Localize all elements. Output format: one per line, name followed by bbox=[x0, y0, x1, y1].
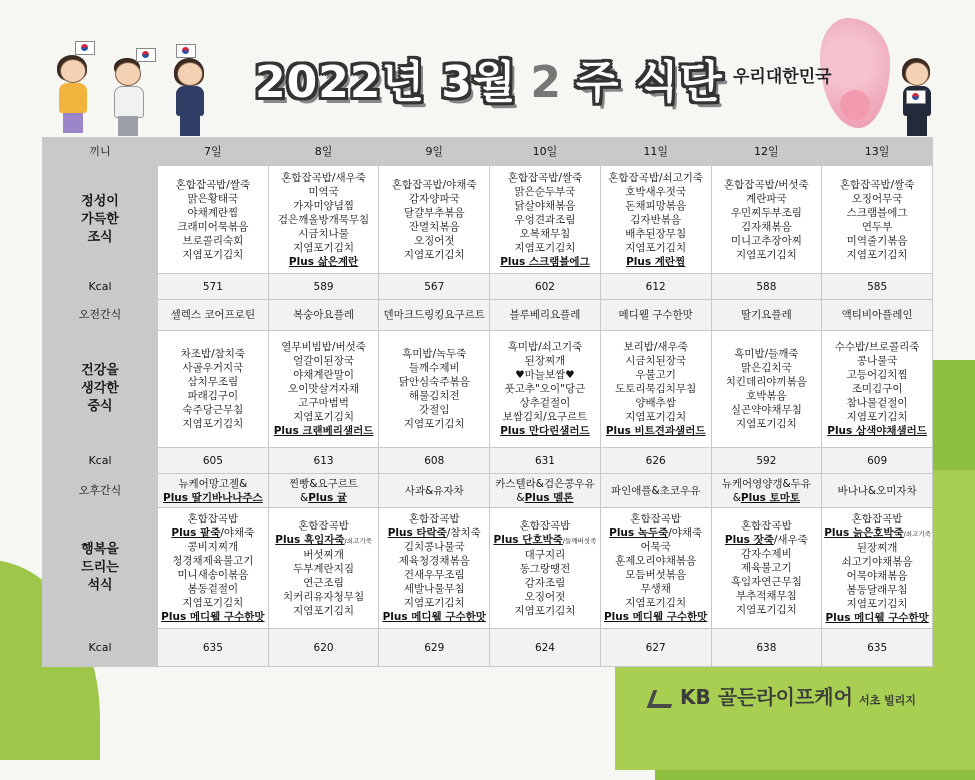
menu-item-part: /새우죽 bbox=[773, 534, 808, 546]
menu-item: 된장찌개 bbox=[524, 355, 566, 367]
snack-item bbox=[158, 474, 269, 508]
menu-item: 오복채무침 bbox=[519, 227, 571, 240]
kcal-value: 608 bbox=[379, 448, 490, 474]
menu-item-part: & bbox=[300, 491, 309, 504]
row-label-line: 행복을 bbox=[81, 542, 119, 557]
child-illustration bbox=[110, 58, 150, 138]
row-label bbox=[43, 508, 158, 629]
menu-item: 혼합잡곡밥/쇠고기죽 bbox=[608, 171, 704, 184]
kb-logo-icon bbox=[647, 690, 678, 708]
menu-cell bbox=[268, 166, 379, 274]
menu-item-note: /쇠고기죽 bbox=[903, 529, 931, 538]
menu-item: 연두부 bbox=[861, 220, 893, 233]
menu-item: 지염포기김치 bbox=[735, 418, 797, 430]
menu-item: 부추적채무침 bbox=[735, 590, 797, 602]
day-header: 7일 bbox=[158, 138, 269, 166]
day-header: 13일 bbox=[822, 138, 933, 166]
row-label-line: 정성이 bbox=[81, 193, 119, 209]
menu-item: 우불고기 bbox=[635, 369, 676, 381]
row-label bbox=[43, 331, 158, 448]
menu-item: 돈채피망볶음 bbox=[625, 199, 687, 212]
row-label-line: 가득한 bbox=[81, 211, 119, 227]
kcal-row bbox=[43, 448, 933, 474]
row-label-line: 중식 bbox=[87, 399, 113, 414]
plus-menu-item: Plus 딸기바나나주스 bbox=[163, 491, 263, 504]
menu-item: 닭살야채볶음 bbox=[514, 199, 576, 212]
menu-item: 보쌈김치/요구르트 bbox=[502, 411, 588, 423]
menu-item: 감자조림 bbox=[524, 576, 566, 589]
plus-menu-item: Plus 메디웰 구수한맛 bbox=[161, 611, 265, 623]
menu-item: 지염포기김치 bbox=[403, 418, 465, 430]
menu-item: 혼합잡곡밥 bbox=[187, 513, 239, 525]
menu-item: 크래미어묵볶음 bbox=[177, 220, 249, 233]
menu-item: 치커리유자청무침 bbox=[282, 590, 365, 603]
kcal-value: 635 bbox=[158, 629, 269, 667]
row-label: 오후간식 bbox=[43, 474, 158, 508]
snack-item: 덴마크드링킹요구르트 bbox=[379, 300, 490, 331]
kcal-value: 613 bbox=[268, 448, 379, 474]
corner-header: 끼니 bbox=[43, 138, 158, 166]
menu-item: 치킨데리야끼볶음 bbox=[725, 376, 807, 388]
day-header: 11일 bbox=[600, 138, 711, 166]
menu-item: 버섯찌개 bbox=[303, 548, 344, 561]
menu-item: 김치콩나물국 bbox=[403, 541, 465, 553]
menu-item: 지염포기김치 bbox=[625, 241, 687, 254]
menu-item: 혼합잡곡밥/야채죽 bbox=[391, 178, 477, 191]
plus-menu-item: Plus 잣죽 bbox=[724, 534, 774, 546]
menu-cell bbox=[268, 508, 379, 629]
menu-cell bbox=[158, 508, 269, 629]
menu-item: 스크램블에그 bbox=[846, 206, 908, 219]
menu-item: 삼치무조림 bbox=[187, 376, 239, 388]
menu-cell bbox=[158, 166, 269, 274]
row-label: Kcal bbox=[43, 448, 158, 474]
menu-item: 지염포기김치 bbox=[293, 241, 354, 254]
snack-row bbox=[43, 474, 933, 508]
menu-item: 지염포기김치 bbox=[182, 597, 244, 609]
menu-item bbox=[160, 526, 266, 540]
menu-item: 잔멸치볶음 bbox=[408, 220, 460, 233]
menu-item: 어묵국 bbox=[640, 541, 671, 553]
menu-cell bbox=[822, 331, 933, 448]
menu-item: 혼합잡곡밥/쌀죽 bbox=[839, 178, 915, 191]
menu-item: 흑미밥/녹두죽 bbox=[402, 348, 467, 360]
menu-item: 상추겉절이 bbox=[519, 397, 571, 409]
menu-item-note: /쇠고기죽 bbox=[344, 536, 372, 545]
menu-item: 어묵야채볶음 bbox=[846, 569, 908, 582]
row-label: Kcal bbox=[43, 274, 158, 300]
menu-item: 세발나물무침 bbox=[403, 583, 465, 595]
menu-item: 혼합잡곡밥/새우죽 bbox=[281, 171, 366, 184]
row-label: Kcal bbox=[43, 629, 158, 667]
menu-item: 사골우거지국 bbox=[182, 362, 244, 374]
plus-menu-item: Plus 메디웰 구수한맛 bbox=[382, 611, 486, 623]
menu-item: 호박볶음 bbox=[746, 390, 787, 402]
menu-item: 두부계란지짐 bbox=[293, 562, 354, 575]
day-header: 12일 bbox=[711, 138, 822, 166]
menu-item-part: & bbox=[732, 491, 741, 504]
plus-menu-item: Plus 팥죽 bbox=[171, 527, 221, 539]
lunch-row bbox=[43, 331, 933, 448]
snack-item bbox=[822, 474, 933, 508]
menu-cell bbox=[822, 508, 933, 629]
menu-item: 봄동겉절이 bbox=[187, 583, 239, 595]
menu-cell bbox=[600, 508, 711, 629]
plus-menu-item: Plus 만다린샐러드 bbox=[500, 425, 590, 437]
child-illustration bbox=[55, 55, 95, 135]
child-illustration bbox=[172, 58, 212, 138]
menu-item: 쇠고기야채볶음 bbox=[841, 555, 913, 568]
menu-item-part: & bbox=[516, 491, 525, 504]
plus-menu-item: Plus 토마토 bbox=[740, 491, 801, 504]
kcal-value: 620 bbox=[268, 629, 379, 667]
menu-item: 계란파국 bbox=[746, 192, 787, 205]
kcal-value: 629 bbox=[379, 629, 490, 667]
menu-item: 혼합잡곡밥 bbox=[519, 519, 571, 532]
kcal-value: 592 bbox=[711, 448, 822, 474]
day-header: 10일 bbox=[490, 138, 601, 166]
menu-item: 시금치나물 bbox=[298, 227, 349, 240]
menu-item: 맑은순두부국 bbox=[514, 185, 576, 198]
title-suffix: 주 식단 bbox=[576, 57, 723, 108]
kcal-value: 635 bbox=[822, 629, 933, 667]
menu-item: 지염포기김치 bbox=[293, 411, 354, 423]
menu-item: 지염포기김치 bbox=[514, 604, 576, 617]
page-title bbox=[255, 46, 723, 106]
snack-item: 블루베리요플레 bbox=[490, 300, 601, 331]
kcal-value: 624 bbox=[490, 629, 601, 667]
menu-item: 콩나물국 bbox=[856, 355, 898, 367]
menu-item: 오징어젓 bbox=[413, 234, 455, 247]
kcal-value: 589 bbox=[268, 274, 379, 300]
menu-cell bbox=[822, 166, 933, 274]
row-label-line: 드리는 bbox=[81, 560, 119, 575]
menu-item: 제육청경채볶음 bbox=[398, 555, 470, 567]
menu-cell bbox=[711, 166, 822, 274]
menu-item: 고구마범벅 bbox=[298, 397, 349, 409]
header-row bbox=[43, 138, 933, 166]
plus-menu-item: Plus 스크램블에그 bbox=[500, 255, 590, 268]
snack-item bbox=[600, 474, 711, 508]
menu-item: 미역국 bbox=[308, 185, 339, 198]
kcal-value: 602 bbox=[490, 274, 601, 300]
menu-item: 미니새송이볶음 bbox=[177, 569, 249, 581]
plus-menu-item: Plus 단호박죽 bbox=[493, 533, 563, 546]
child-illustration bbox=[898, 58, 938, 138]
menu-item: 지염포기김치 bbox=[403, 597, 465, 609]
menu-item: 보리밥/새우죽 bbox=[623, 341, 688, 353]
menu-item: 뉴케어망고젤& bbox=[178, 477, 248, 490]
menu-cell bbox=[490, 331, 601, 448]
plus-menu-item: Plus 삶은계란 bbox=[288, 255, 359, 268]
snack-item bbox=[711, 474, 822, 508]
kcal-value: 605 bbox=[158, 448, 269, 474]
menu-cell bbox=[600, 166, 711, 274]
menu-item: 배추된장무침 bbox=[625, 227, 687, 240]
menu-item: 김자채볶음 bbox=[741, 220, 792, 233]
kcal-value: 638 bbox=[711, 629, 822, 667]
menu-item: 시금치된장국 bbox=[625, 355, 687, 367]
menu-item: 풋고추"오이"당근 bbox=[504, 383, 586, 395]
menu-cell bbox=[379, 166, 490, 274]
subtitle: 우리대한민국 bbox=[733, 67, 832, 87]
menu-cell bbox=[379, 331, 490, 448]
kcal-value: 585 bbox=[822, 274, 933, 300]
menu-item: 동그랑땡전 bbox=[519, 562, 571, 575]
menu-item: 지염포기김치 bbox=[293, 604, 354, 617]
snack-item: 액티비아플레인 bbox=[822, 300, 933, 331]
menu-cell bbox=[711, 331, 822, 448]
menu-item: 흑미밥/쇠고기죽 bbox=[507, 341, 583, 353]
menu-item bbox=[492, 491, 598, 505]
menu-item: 김자반볶음 bbox=[630, 213, 682, 226]
menu-cell bbox=[490, 166, 601, 274]
menu-item: 지염포기김치 bbox=[625, 411, 687, 423]
menu-cell bbox=[379, 508, 490, 629]
menu-item: 지염포기김치 bbox=[846, 411, 908, 423]
snack-item: 딸기요플레 bbox=[711, 300, 822, 331]
menu-item: 감자양파국 bbox=[408, 192, 460, 205]
plus-menu-item: Plus 귤 bbox=[308, 491, 348, 504]
menu-item: 혼합잡곡밥/쌀죽 bbox=[175, 178, 251, 191]
menu-item: 감자수제비 bbox=[741, 548, 792, 560]
menu-item bbox=[271, 491, 377, 505]
menu-item: 수수밥/브로콜리죽 bbox=[834, 341, 920, 353]
row-label-line: 건강을 bbox=[81, 363, 119, 378]
row-label: 오전간식 bbox=[43, 300, 158, 331]
menu-item: 혼합잡곡밥 bbox=[630, 513, 682, 525]
menu-item bbox=[824, 526, 930, 541]
menu-item: 지염포기김치 bbox=[735, 248, 797, 261]
menu-item: 지염포기김치 bbox=[846, 248, 908, 261]
row-label-line: 생각한 bbox=[81, 381, 119, 396]
menu-cell bbox=[490, 508, 601, 629]
menu-item: 차조밥/참치죽 bbox=[180, 348, 246, 360]
menu-item: 봄동달래무침 bbox=[846, 583, 908, 596]
menu-item bbox=[271, 533, 377, 548]
menu-item: 사과&유자차 bbox=[404, 484, 464, 497]
menu-item: 가자미양념찜 bbox=[293, 199, 354, 212]
plus-menu-item: Plus 흑임자죽 bbox=[275, 533, 345, 546]
row-label-line: 석식 bbox=[87, 578, 113, 593]
menu-item: 지염포기김치 bbox=[182, 418, 244, 430]
menu-item: 양배추쌈 bbox=[635, 397, 676, 409]
row-label-line: 조식 bbox=[87, 229, 113, 245]
row-label bbox=[43, 166, 158, 274]
menu-item: 오징어젓 bbox=[524, 590, 566, 603]
menu-item: 달걀부추볶음 bbox=[403, 206, 465, 219]
menu-item: 실곤약야채무침 bbox=[730, 404, 802, 416]
kcal-value: 571 bbox=[158, 274, 269, 300]
plus-menu-item: Plus 계란찜 bbox=[626, 255, 686, 268]
menu-item: 혼합잡곡밥 bbox=[741, 520, 792, 532]
menu-item: 된장찌개 bbox=[856, 541, 898, 554]
plus-menu-item: Plus 녹두죽 bbox=[609, 527, 669, 539]
menu-item: 뉴케어영양갱&두유 bbox=[721, 477, 812, 490]
weekly-menu-table bbox=[42, 137, 933, 667]
snack-item bbox=[379, 474, 490, 508]
menu-item bbox=[714, 491, 820, 505]
kcal-value: 627 bbox=[600, 629, 711, 667]
snack-row bbox=[43, 300, 933, 331]
kcal-value: 612 bbox=[600, 274, 711, 300]
kcal-value: 567 bbox=[379, 274, 490, 300]
menu-item bbox=[381, 526, 487, 540]
menu-item: 야채계란말이 bbox=[293, 369, 354, 381]
menu-item: 검은깨올방개묵무침 bbox=[277, 213, 370, 226]
day-header: 9일 bbox=[379, 138, 490, 166]
snack-item: 셀렉스 코어프로틴 bbox=[158, 300, 269, 331]
menu-item: 미역줄기볶음 bbox=[846, 234, 908, 247]
menu-item: 파인애플&초코우유 bbox=[610, 484, 701, 497]
menu-item: 오징어무국 bbox=[851, 192, 903, 205]
menu-item bbox=[492, 533, 598, 548]
menu-item: 우민찌두부조림 bbox=[730, 206, 802, 219]
menu-item: ♥마늘보쌈♥ bbox=[515, 369, 575, 381]
menu-cell bbox=[158, 331, 269, 448]
menu-item: 도토리묵김치무침 bbox=[615, 383, 697, 395]
menu-item: 호박새우젓국 bbox=[625, 185, 687, 198]
plus-menu-item: Plus 멜론 bbox=[524, 491, 574, 504]
kcal-value: 626 bbox=[600, 448, 711, 474]
title-week-number: 2 bbox=[530, 57, 563, 108]
snack-item bbox=[490, 474, 601, 508]
menu-item-part: /야채죽 bbox=[668, 527, 703, 539]
day-header: 8일 bbox=[268, 138, 379, 166]
menu-item: 흑임자연근무침 bbox=[730, 576, 802, 588]
menu-item: 제육불고기 bbox=[741, 562, 792, 574]
menu-item: 우엉견과조림 bbox=[514, 213, 576, 226]
flower-illustration bbox=[840, 90, 870, 120]
menu-item: 혼합잡곡밥 bbox=[408, 513, 460, 525]
menu-item: 지염포기김치 bbox=[625, 597, 687, 609]
kcal-value: 631 bbox=[490, 448, 601, 474]
menu-item bbox=[714, 533, 820, 547]
plus-menu-item: Plus 메디웰 구수한맛 bbox=[603, 611, 708, 623]
menu-item: 파래김구이 bbox=[187, 390, 239, 402]
menu-item: 무생채 bbox=[640, 583, 671, 595]
menu-item: 맑은김치국 bbox=[741, 362, 792, 374]
menu-item: 지염포기김치 bbox=[514, 241, 576, 254]
kcal-row bbox=[43, 629, 933, 667]
dinner-row bbox=[43, 508, 933, 629]
menu-item: 건새우무조림 bbox=[403, 569, 465, 581]
menu-item: 지염포기김치 bbox=[182, 248, 244, 261]
menu-item-note: /들깨버섯죽 bbox=[562, 536, 597, 545]
menu-cell bbox=[711, 508, 822, 629]
menu-item: 훈제오리야채볶음 bbox=[615, 555, 697, 567]
menu-item: 미니고추장아찌 bbox=[730, 234, 802, 247]
menu-cell bbox=[600, 331, 711, 448]
menu-item bbox=[603, 526, 709, 540]
menu-item: 혼합잡곡밥 bbox=[851, 512, 903, 525]
menu-item: 흑미밥/들깨죽 bbox=[734, 348, 799, 360]
menu-item: 해물김치전 bbox=[408, 390, 460, 402]
kcal-value: 588 bbox=[711, 274, 822, 300]
menu-item: 카스텔라&검은콩우유 bbox=[495, 477, 595, 490]
menu-item: 고등어김치찜 bbox=[846, 369, 908, 381]
brand-branch: 서초 빌리지 bbox=[858, 694, 916, 707]
menu-item: 열무비빔밥/버섯죽 bbox=[281, 341, 366, 353]
menu-item: 찐빵&요구르트 bbox=[289, 477, 359, 490]
plus-menu-item: Plus 삼색야채샐러드 bbox=[827, 425, 927, 437]
snack-item: 복숭아요플레 bbox=[268, 300, 379, 331]
menu-item-part: /야채죽 bbox=[220, 527, 255, 539]
menu-item: 오이맛살겨자채 bbox=[288, 383, 360, 395]
menu-item: 콩비지찌개 bbox=[187, 541, 239, 553]
menu-item: 바나나&오미자차 bbox=[837, 484, 917, 497]
menu-item: 청경채제육불고기 bbox=[172, 555, 254, 567]
brand-name: KB 골든라이프케어 bbox=[680, 685, 853, 709]
menu-item: 조미김구이 bbox=[851, 383, 903, 395]
menu-item: 혼합잡곡밥/버섯죽 bbox=[724, 178, 809, 191]
breakfast-row bbox=[43, 166, 933, 274]
plus-menu-item: Plus 늙은호박죽 bbox=[824, 526, 904, 539]
menu-item: 지염포기김치 bbox=[735, 604, 797, 616]
menu-item: 지염포기김치 bbox=[403, 248, 465, 261]
menu-item: 대구지리 bbox=[524, 548, 566, 561]
kcal-value: 609 bbox=[822, 448, 933, 474]
menu-item: 들깨수제비 bbox=[408, 362, 460, 374]
plus-menu-item: Plus 비트견과샐러드 bbox=[605, 425, 706, 437]
menu-item: 얼갈이된장국 bbox=[293, 355, 354, 367]
snack-item bbox=[268, 474, 379, 508]
menu-item: 갓절임 bbox=[419, 404, 450, 416]
plus-menu-item: Plus 크랜베리샐러드 bbox=[273, 425, 374, 437]
menu-item: 숙주당근무침 bbox=[182, 404, 244, 416]
menu-item: 닭안심숙주볶음 bbox=[398, 376, 470, 388]
menu-item: 혼합잡곡밥/쌀죽 bbox=[507, 171, 583, 184]
kcal-row bbox=[43, 274, 933, 300]
menu-item: 모듬버섯볶음 bbox=[625, 569, 687, 581]
menu-cell bbox=[268, 331, 379, 448]
menu-item: 야채계란찜 bbox=[187, 206, 239, 219]
menu-item: 브로콜리숙회 bbox=[182, 234, 244, 247]
menu-item: 지염포기김치 bbox=[846, 597, 908, 610]
snack-item: 메디웰 구수한맛 bbox=[600, 300, 711, 331]
menu-item-part: /참치죽 bbox=[446, 527, 481, 539]
plus-menu-item: Plus 타락죽 bbox=[387, 527, 447, 539]
menu-item: 혼합잡곡밥 bbox=[298, 519, 349, 532]
menu-item: 참나물겉절이 bbox=[846, 397, 908, 409]
menu-item: 연근조림 bbox=[303, 576, 344, 589]
menu-item: 맑은황태국 bbox=[187, 192, 239, 205]
brand-logo bbox=[650, 681, 916, 710]
title-year-month: 2022년 3월 bbox=[255, 57, 517, 108]
plus-menu-item: Plus 메디웰 구수한맛 bbox=[825, 611, 929, 624]
